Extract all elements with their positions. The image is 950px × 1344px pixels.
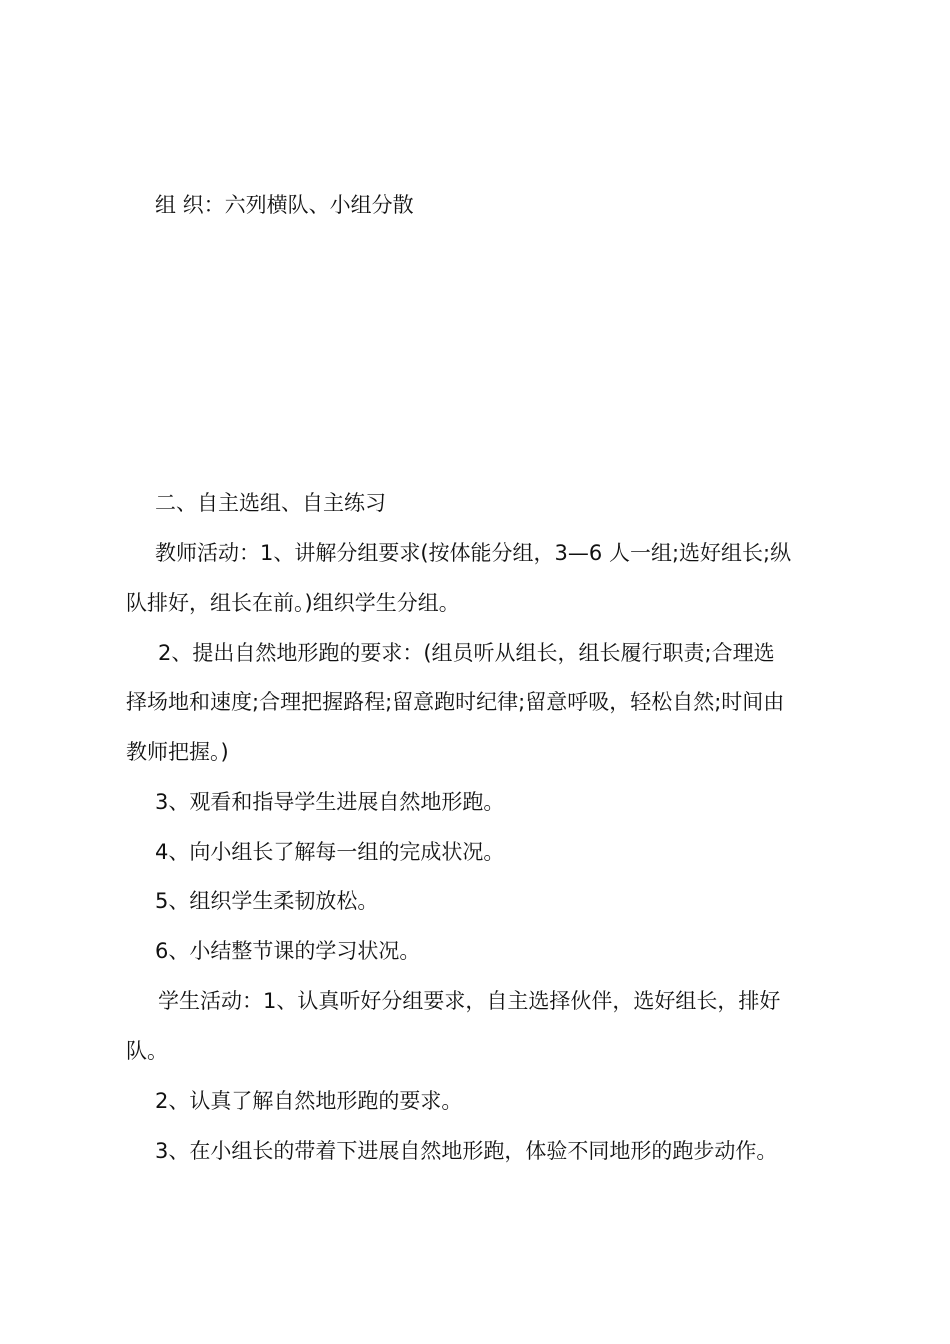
teacher-activity-line-7: 4、向小组长了解每一组的完成状况。	[155, 840, 505, 864]
teacher-activity-line-3: 2、提出自然地形跑的要求：(组员听从组长，组长履行职责;合理选	[158, 641, 775, 665]
teacher-activity-line-9: 6、小结整节课的学习状况。	[155, 939, 421, 963]
teacher-activity-line-4: 择场地和速度;合理把握路程;留意跑时纪律;留意呼吸，轻松自然;时间由	[126, 690, 785, 714]
student-activity-line-3: 2、认真了解自然地形跑的要求。	[155, 1089, 463, 1113]
teacher-activity-line-2: 队排好，组长在前。)组织学生分组。	[126, 591, 460, 615]
organization-line: 组 织：六列横队、小组分散	[155, 193, 414, 217]
student-activity-line-1: 学生活动：1、认真听好分组要求，自主选择伙伴，选好组长，排好	[158, 989, 781, 1013]
student-activity-line-4: 3、在小组长的带着下进展自然地形跑，体验不同地形的跑步动作。	[155, 1139, 778, 1163]
teacher-activity-line-8: 5、组织学生柔韧放松。	[155, 889, 379, 913]
student-activity-line-2: 队。	[126, 1039, 168, 1063]
teacher-activity-line-5: 教师把握。)	[126, 740, 229, 764]
teacher-activity-line-6: 3、观看和指导学生进展自然地形跑。	[155, 790, 505, 814]
teacher-activity-line-1: 教师活动：1、讲解分组要求(按体能分组，3—6 人一组;选好组长;纵	[155, 541, 792, 565]
section-heading: 二、自主选组、自主练习	[155, 491, 386, 515]
